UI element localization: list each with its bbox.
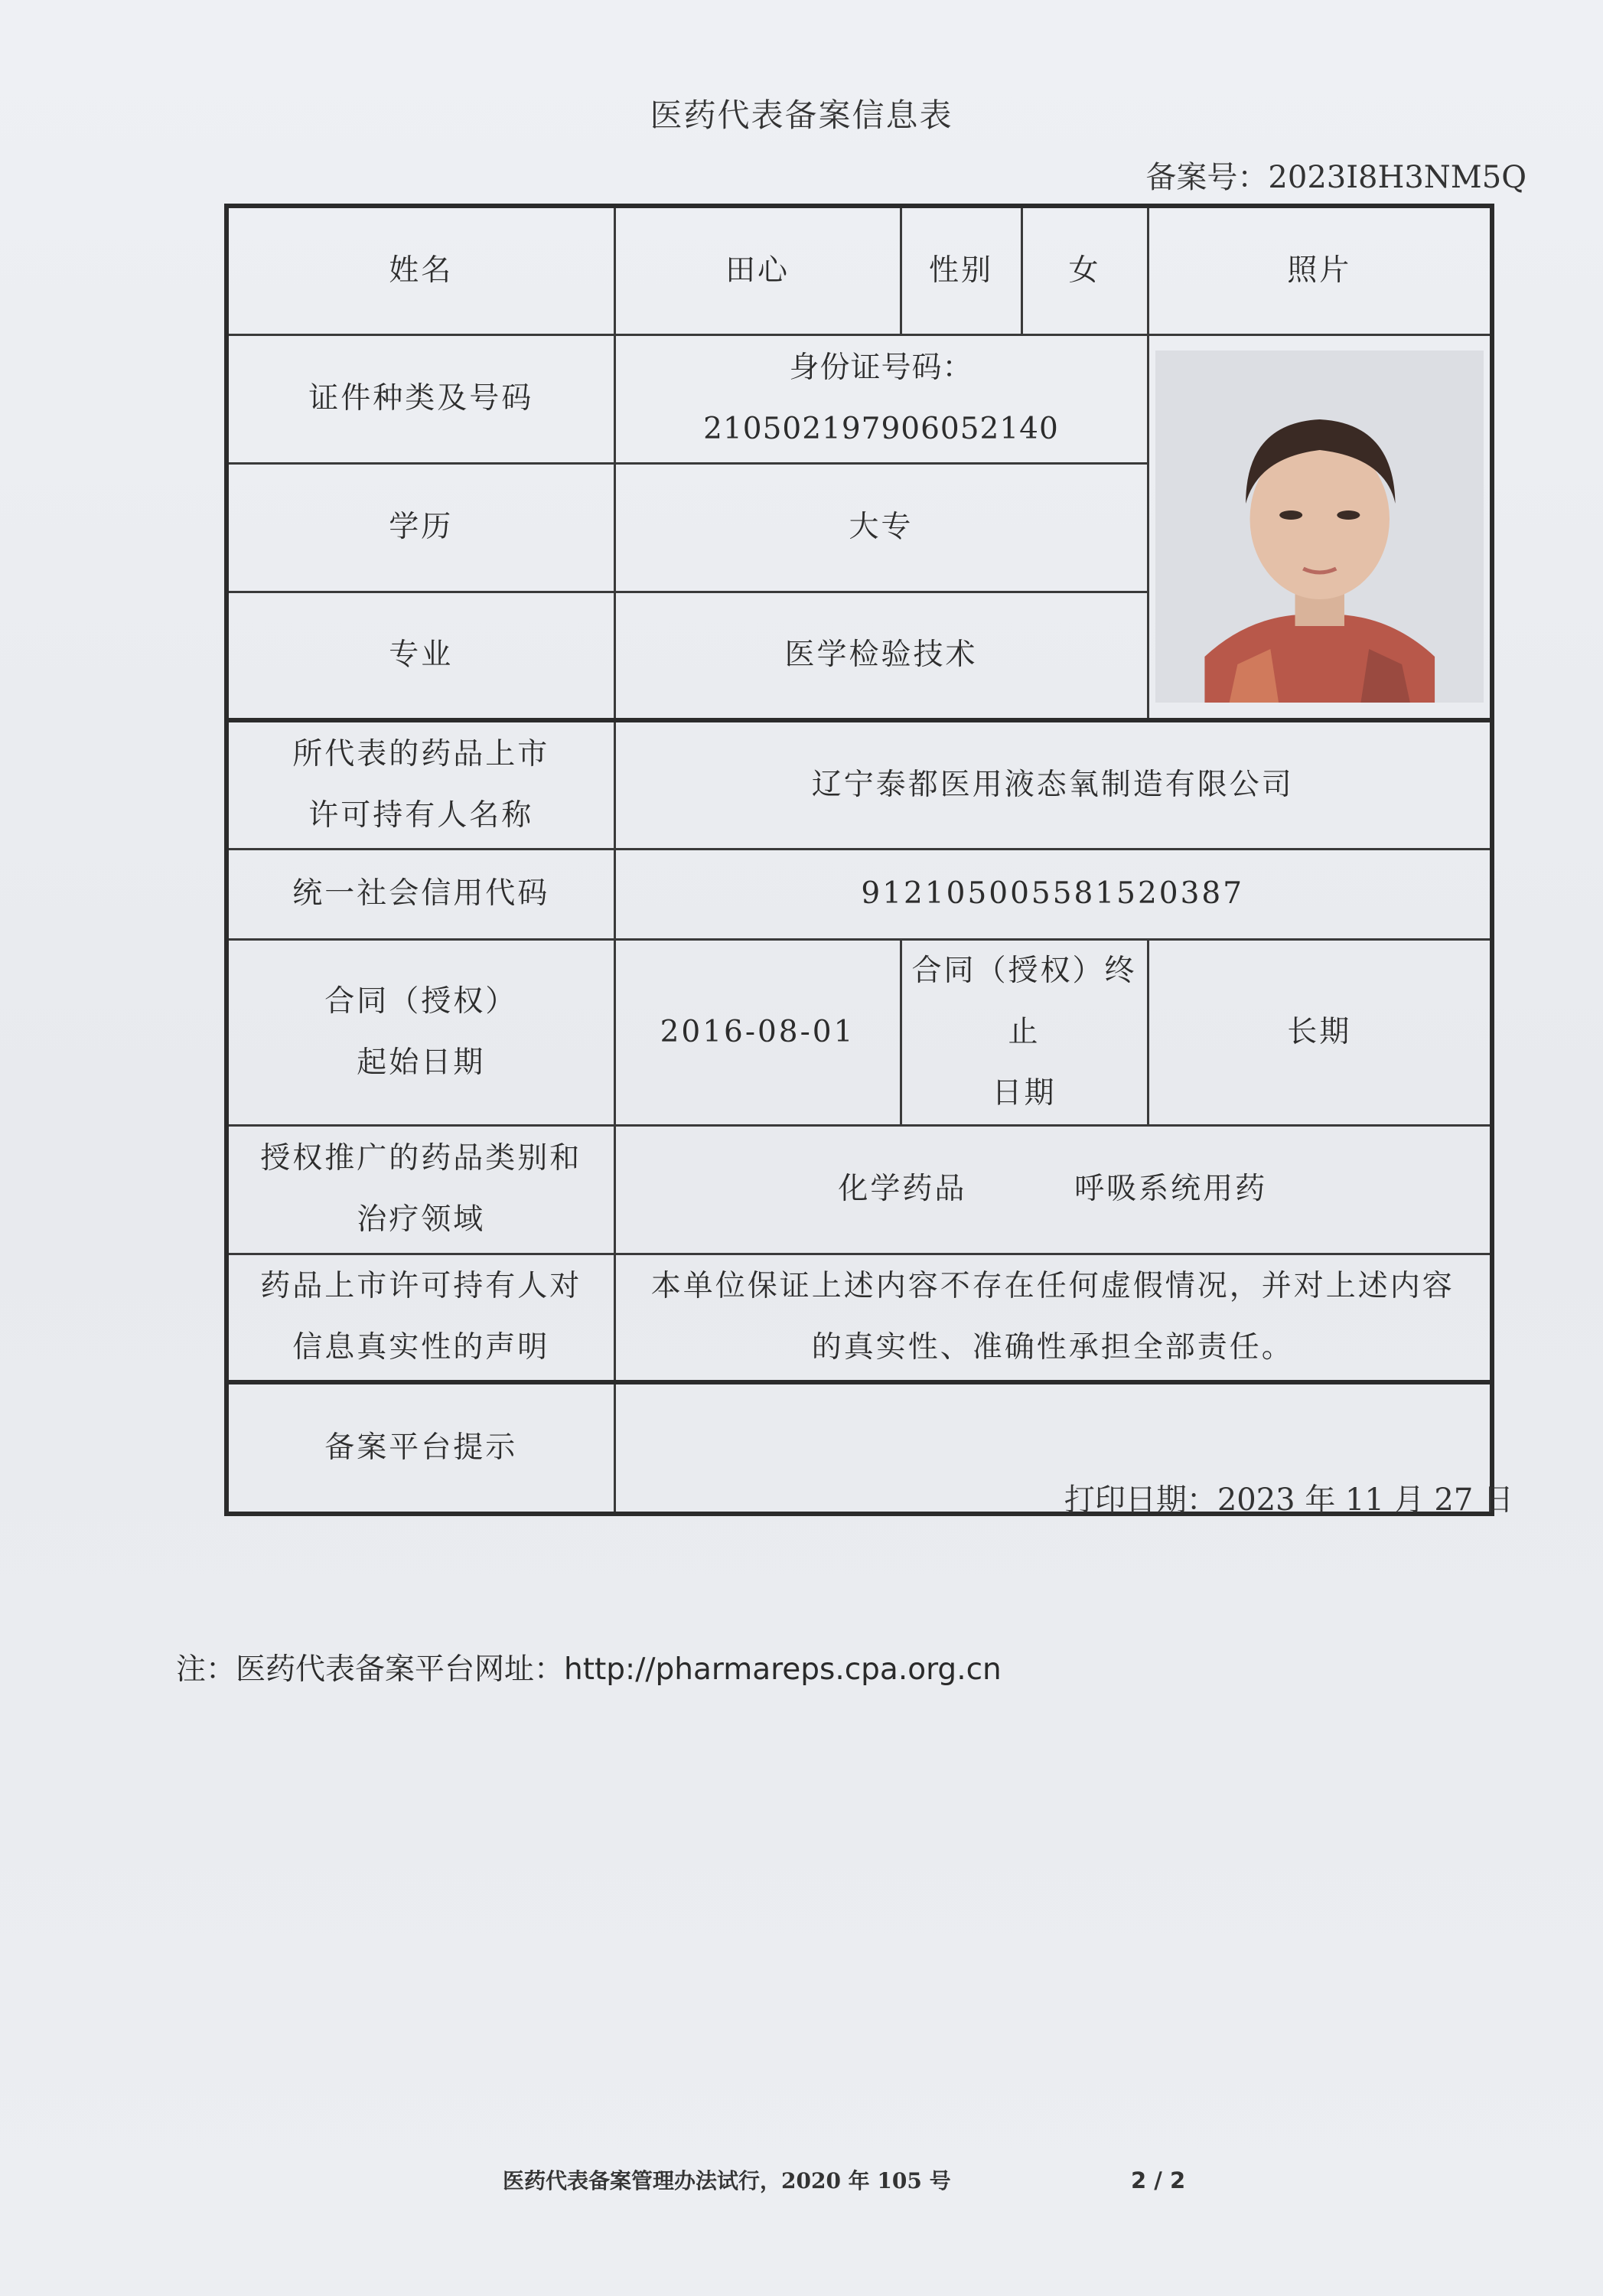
platform-url-note: 注：医药代表备案平台网址：http://pharmareps.cpa.org.cn: [176, 1652, 1002, 1687]
holder-label-line1: 所代表的药品上市: [292, 736, 550, 771]
holder-value: 辽宁泰都医用液态氧制造有限公司: [614, 720, 1492, 849]
info-table: [224, 204, 1494, 1516]
holder-label: [226, 720, 614, 849]
id-value: 身份证号码：210502197906052140: [614, 334, 1148, 463]
credit-value: 912105005581520387: [614, 849, 1492, 939]
row-category: [226, 1125, 1492, 1254]
end-label-line1: 合同（授权）终止: [911, 953, 1137, 1049]
row-name: [226, 206, 1492, 334]
category-label-line1: 授权推广的药品类别和: [260, 1141, 582, 1176]
education-label: 学历: [226, 463, 614, 592]
portrait-photo: [1155, 351, 1484, 703]
name-value: 田心: [614, 206, 901, 334]
gender-label: 性别: [901, 206, 1021, 334]
major-label: 专业: [226, 592, 614, 720]
id-label: 证件种类及号码: [226, 334, 614, 463]
declaration-value-line2: 的真实性、准确性承担全部责任。: [811, 1330, 1294, 1365]
end-label-line2: 日期: [992, 1075, 1057, 1110]
declaration-label-line2: 信息真实性的声明: [292, 1330, 550, 1365]
start-label-line1: 合同（授权）: [324, 983, 518, 1019]
photo-cell: [1148, 334, 1492, 720]
footer-page-number: 2 / 2: [1131, 2167, 1186, 2193]
category-value: [614, 1125, 1492, 1254]
row-contract: [226, 939, 1492, 1125]
holder-label-line2: 许可持有人名称: [308, 797, 534, 833]
portrait-icon: [1155, 351, 1484, 703]
start-value: 2016-08-01: [614, 939, 901, 1125]
row-credit: [226, 849, 1492, 939]
category-value-1: 化学药品: [838, 1172, 967, 1206]
print-date: 打印日期：2023 年 11 月 27 日: [1064, 1482, 1513, 1518]
category-label: [226, 1125, 614, 1254]
row-id: [226, 334, 1492, 463]
category-label-line2: 治疗领域: [357, 1202, 486, 1237]
category-value-2: 呼吸系统用药: [1074, 1172, 1268, 1206]
name-label: 姓名: [226, 206, 614, 334]
row-declaration: [226, 1254, 1492, 1382]
photo-label: 照片: [1148, 206, 1492, 334]
platform-label: 备案平台提示: [226, 1382, 614, 1514]
gender-value: 女: [1021, 206, 1148, 334]
declaration-label: [226, 1254, 614, 1382]
document-title: 医药代表备案信息表: [650, 96, 953, 134]
start-label: [226, 939, 614, 1125]
start-label-line2: 起始日期: [357, 1045, 486, 1080]
major-value: 医学检验技术: [614, 592, 1148, 720]
footer-regulation: 医药代表备案管理办法试行，2020 年 105 号: [503, 2168, 951, 2193]
end-label: [901, 939, 1148, 1125]
record-number: 备案号：2023I8H3NM5Q: [1145, 160, 1526, 195]
education-value: 大专: [614, 463, 1148, 592]
credit-label: 统一社会信用代码: [226, 849, 614, 939]
declaration-value: [614, 1254, 1492, 1382]
declaration-label-line1: 药品上市许可持有人对: [260, 1269, 582, 1304]
declaration-value-line1: 本单位保证上述内容不存在任何虚假情况，并对上述内容: [650, 1269, 1455, 1304]
end-value: 长期: [1148, 939, 1492, 1125]
row-holder: [226, 720, 1492, 849]
